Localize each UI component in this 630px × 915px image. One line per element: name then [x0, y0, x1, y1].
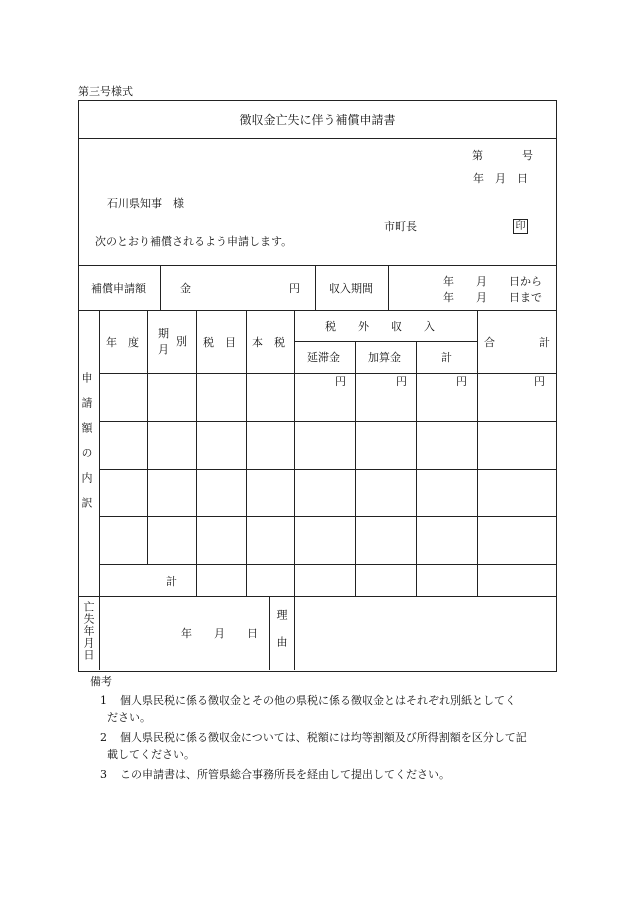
- loss-date: 年 月 日: [181, 627, 258, 640]
- number-dai: 第: [472, 149, 483, 162]
- amount-kin: 金: [180, 282, 191, 295]
- total-row-label: 計: [166, 575, 177, 588]
- remarks-heading: 備考: [90, 675, 112, 688]
- col-delinquency: 延滞金: [307, 351, 340, 364]
- col-period-bottom: 月: [158, 343, 169, 356]
- col-subtotal: 計: [441, 351, 452, 364]
- divider: [246, 310, 247, 596]
- addressee: 石川県知事 様: [107, 197, 184, 210]
- intro-text: 次のとおり補償されるよう申請します。: [95, 235, 293, 248]
- divider: [78, 265, 557, 266]
- remark-text-cont: 載してください。: [107, 748, 195, 761]
- remark-text-cont: ださい。: [107, 711, 151, 724]
- amount-yen: 円: [289, 282, 300, 295]
- divider: [315, 265, 316, 310]
- period-to: 年 月 日まで: [443, 291, 542, 304]
- divider: [99, 469, 557, 470]
- remark-number: 2: [100, 731, 107, 744]
- divider: [160, 265, 161, 310]
- unit-yen: 円: [335, 375, 346, 388]
- col-year: 年 度: [106, 336, 139, 349]
- divider: [269, 596, 270, 670]
- unit-yen: 円: [456, 375, 467, 388]
- divider: [388, 265, 389, 310]
- col-period-right: 別: [176, 335, 187, 348]
- remark-text: この申請書は、所管県総合事務所長を経由して提出してください。: [120, 768, 450, 781]
- divider: [196, 310, 197, 596]
- reason-label: 理由: [275, 609, 288, 663]
- divider: [294, 341, 477, 342]
- unit-yen: 円: [534, 375, 545, 388]
- divider: [78, 138, 557, 139]
- col-main-tax: 本 税: [252, 336, 285, 349]
- remark-number: 1: [100, 694, 107, 707]
- divider: [99, 310, 100, 670]
- unit-yen: 円: [396, 375, 407, 388]
- divider: [99, 373, 557, 374]
- form-title: 徴収金亡失に伴う補償申請書: [239, 113, 396, 127]
- divider: [294, 310, 295, 670]
- col-extra-income: 税 外 収 入: [325, 320, 435, 333]
- col-tax-item: 税 目: [203, 336, 236, 349]
- application-date: 年 月 日: [473, 172, 528, 185]
- divider: [99, 421, 557, 422]
- number-go: 号: [522, 149, 533, 162]
- col-total: 合 計: [484, 336, 550, 349]
- remark-number: 3: [100, 768, 107, 781]
- divider: [147, 310, 148, 564]
- col-additional: 加算金: [368, 351, 401, 364]
- seal-mark: 印: [513, 219, 528, 234]
- divider: [99, 564, 557, 565]
- period-label: 収入期間: [329, 282, 373, 295]
- period-from: 年 月 日から: [443, 275, 542, 288]
- breakdown-side-label: 申請額の内訳: [80, 372, 93, 522]
- form-frame: [78, 100, 557, 672]
- remark-text: 個人県民税に係る徴収金とその他の県税に係る徴収金とはそれぞれ別紙としてく: [120, 694, 516, 707]
- applicant-title: 市町長: [384, 220, 417, 233]
- col-period-top: 期: [158, 327, 169, 340]
- amount-label: 補償申請額: [91, 282, 146, 295]
- loss-date-label: 亡失年月日: [82, 601, 95, 661]
- divider: [99, 516, 557, 517]
- remark-text: 個人県民税に係る徴収金については、税額には均等割額及び所得割額を区分して記: [120, 731, 527, 744]
- divider: [78, 596, 557, 597]
- divider: [78, 310, 557, 311]
- form-number: 第三号様式: [78, 85, 133, 98]
- divider: [477, 310, 478, 596]
